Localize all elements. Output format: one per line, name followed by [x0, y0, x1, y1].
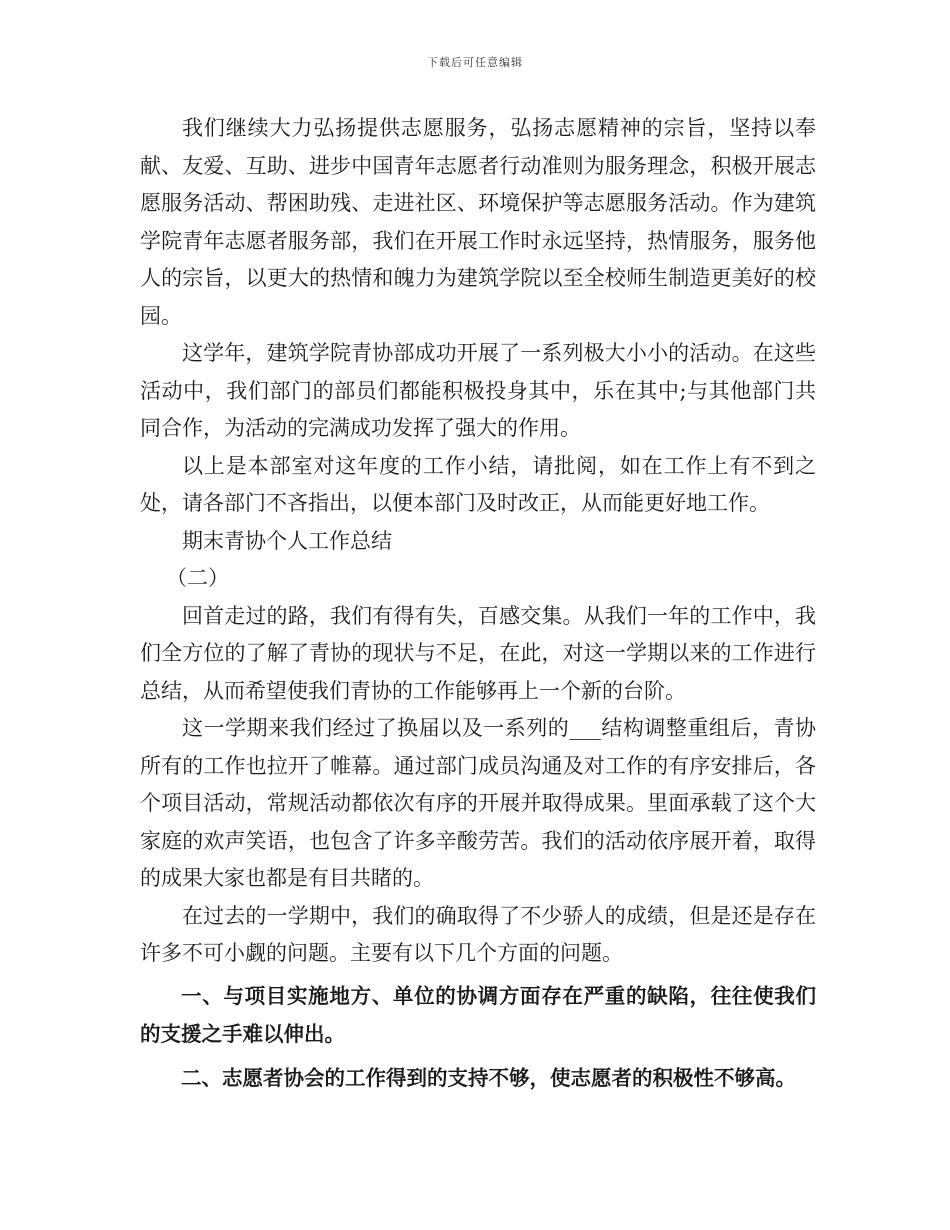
section-number: （二） [166, 566, 229, 590]
page-header: 下载后可任意编辑 [427, 56, 523, 69]
paragraph: 这一学期来我们经过了换届以及一系列的___结构调整重组后，青协所有的工作也拉开了帷幕。通过部门成员沟通及对工作的有序安排后，各个项目活动，常规活动都依次有序的开展并取得成果。里面承载了这个大家庭的欢声笑语，也包含了许多辛酸劳苦。我们的活动依序展开着，取得的成果大家也都是有目共睹的。 [140, 716, 816, 890]
bold-point: 二、志愿者协会的工作得到的支持不够，使志愿者的积极性不够高。 [181, 1065, 796, 1090]
document-body [140, 110, 816, 1097]
section-title: 期末青协个人工作总结 [182, 528, 392, 553]
bold-point: 一、与项目实施地方、单位的协调方面存在严重的缺陷，往往使我们的支援之手难以伸出。 [140, 983, 816, 1046]
paragraph: 在过去的一学期中，我们的确取得了不少骄人的成绩，但是还是存在许多不可小觑的问题。主要有以下几个方面的问题。 [140, 903, 816, 965]
paragraph: 以上是本部室对这年度的工作小结，请批阅，如在工作上有不到之处，请各部门不吝指出，以便本部门及时改正，从而能更好地工作。 [140, 453, 816, 515]
paragraph: 回首走过的路，我们有得有失，百感交集。从我们一年的工作中，我们全方位的了解了青协的现状与不足，在此，对这一学期以来的工作进行总结，从而希望使我们青协的工作能够再上一个新的台阶。 [140, 603, 816, 703]
paragraph: 这学年，建筑学院青协部成功开展了一系列极大小小的活动。在这些活动中，我们部门的部员们都能积极投身其中，乐在其中;与其他部门共同合作，为活动的完满成功发挥了强大的作用。 [140, 341, 816, 440]
paragraph: 我们继续大力弘扬提供志愿服务，弘扬志愿精神的宗旨，坚持以奉献、友爱、互助、进步中国青年志愿者行动准则为服务理念，积极开展志愿服务活动、帮困助残、走进社区、环境保护等志愿服务活动。作为建筑学院青年志愿者服务部，我们在开展工作时永远坚持，热情服务，服务他人的宗旨，以更大的热情和魄力为建筑学院以至全校师生制造更美好的校园。 [140, 116, 816, 328]
